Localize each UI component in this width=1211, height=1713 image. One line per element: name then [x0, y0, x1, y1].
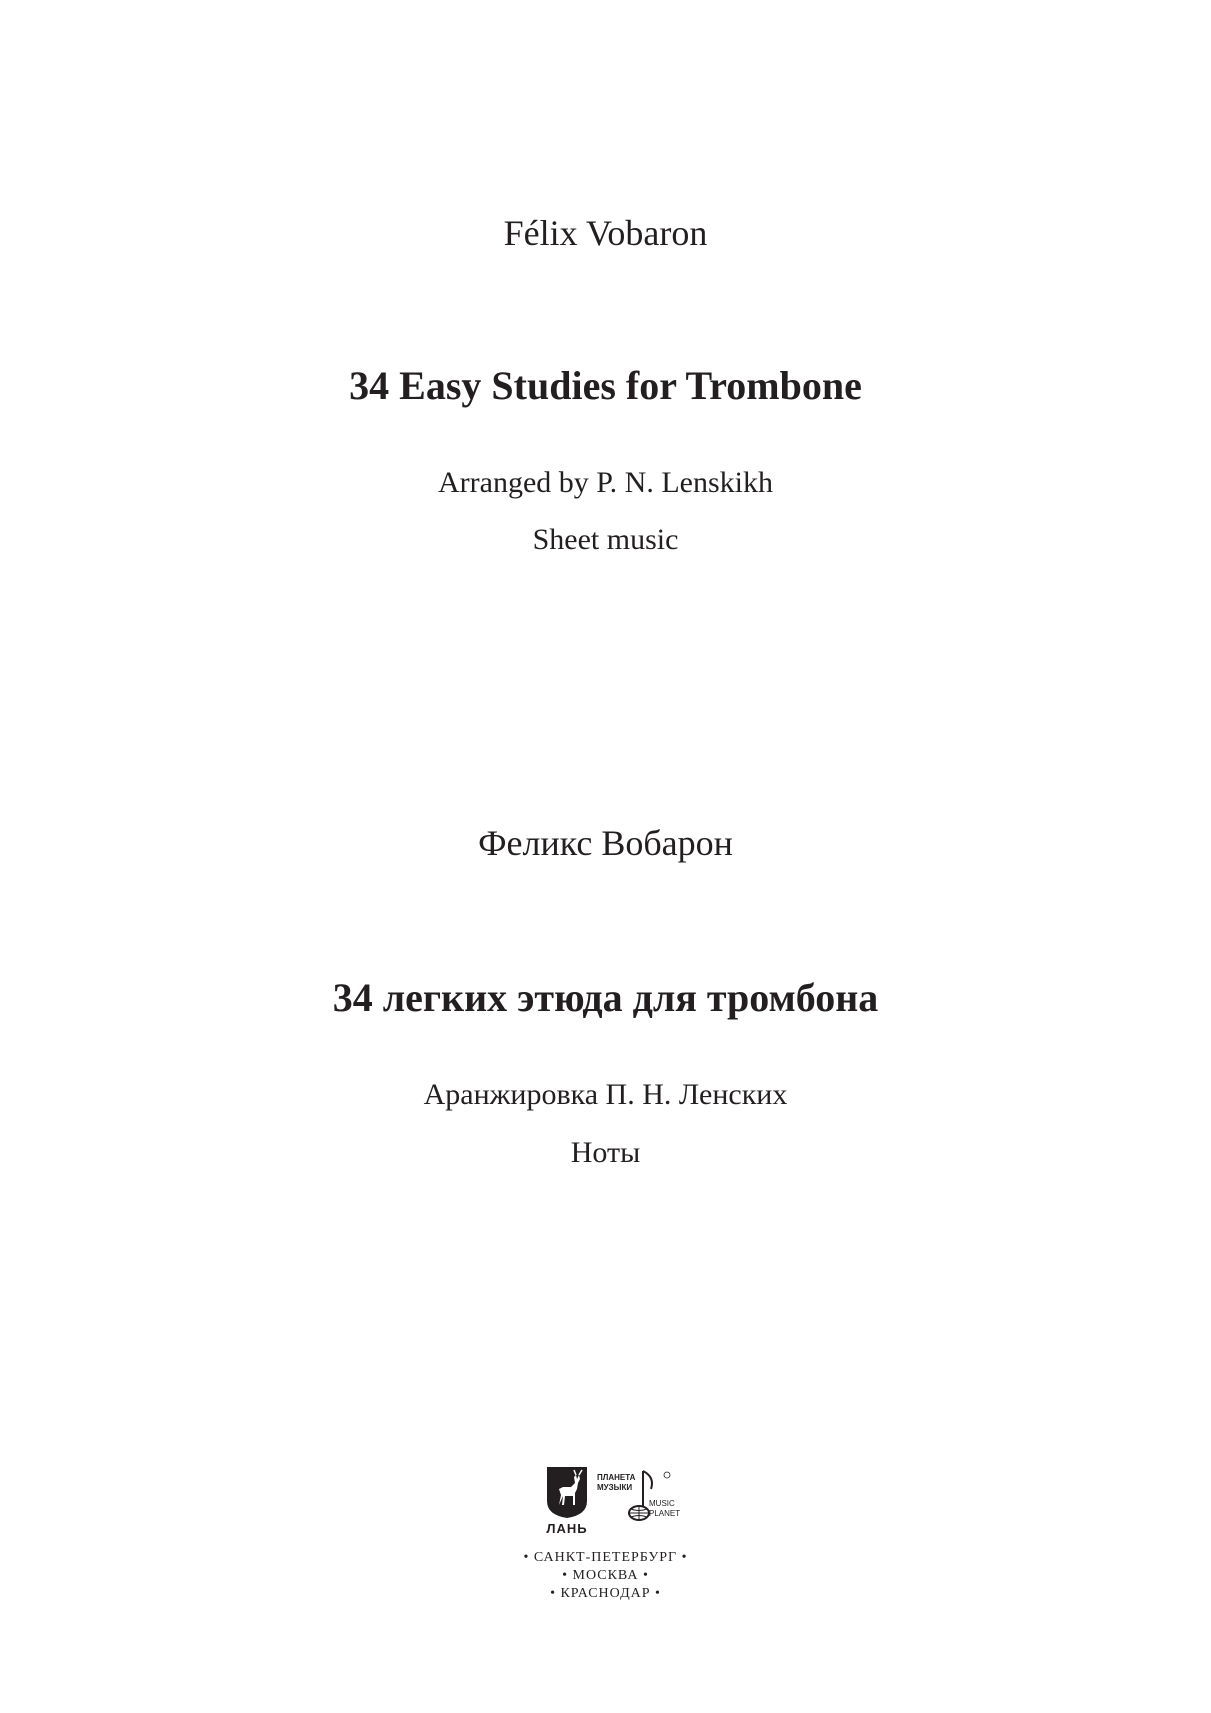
- lan-logo-text: ЛАНЬ: [546, 1521, 588, 1536]
- music-planet-en-text: MUSIC PLANET: [649, 1499, 681, 1518]
- city-line: • КРАСНОДАР •: [550, 1586, 661, 1601]
- music-planet-logo: [597, 1469, 687, 1533]
- author-name-english: Félix Vobaron: [503, 213, 708, 253]
- music-planet-ru-text: ПЛАНЕТА МУЗЫКИ: [597, 1473, 636, 1492]
- publisher-logos: [543, 1463, 683, 1538]
- lan-logo: [543, 1463, 591, 1538]
- book-title-russian: 34 легких этюда для тромбона: [332, 975, 879, 1020]
- city-line: • МОСКВА •: [562, 1568, 649, 1583]
- publication-type-russian: Ноты: [570, 1136, 641, 1169]
- publisher-cities: [0, 1549, 1211, 1603]
- city-line: • САНКТ-ПЕТЕРБУРГ •: [523, 1550, 688, 1565]
- book-title-english: 34 Easy Studies for Trombone: [349, 363, 862, 408]
- publication-type-english: Sheet music: [532, 523, 679, 556]
- arranger-english: Arranged by P. N. Lenskikh: [438, 466, 773, 499]
- arranger-russian: Аранжировка П. Н. Ленских: [423, 1078, 788, 1111]
- author-name-russian: Феликс Вобарон: [478, 823, 733, 863]
- deer-icon: [545, 1465, 589, 1519]
